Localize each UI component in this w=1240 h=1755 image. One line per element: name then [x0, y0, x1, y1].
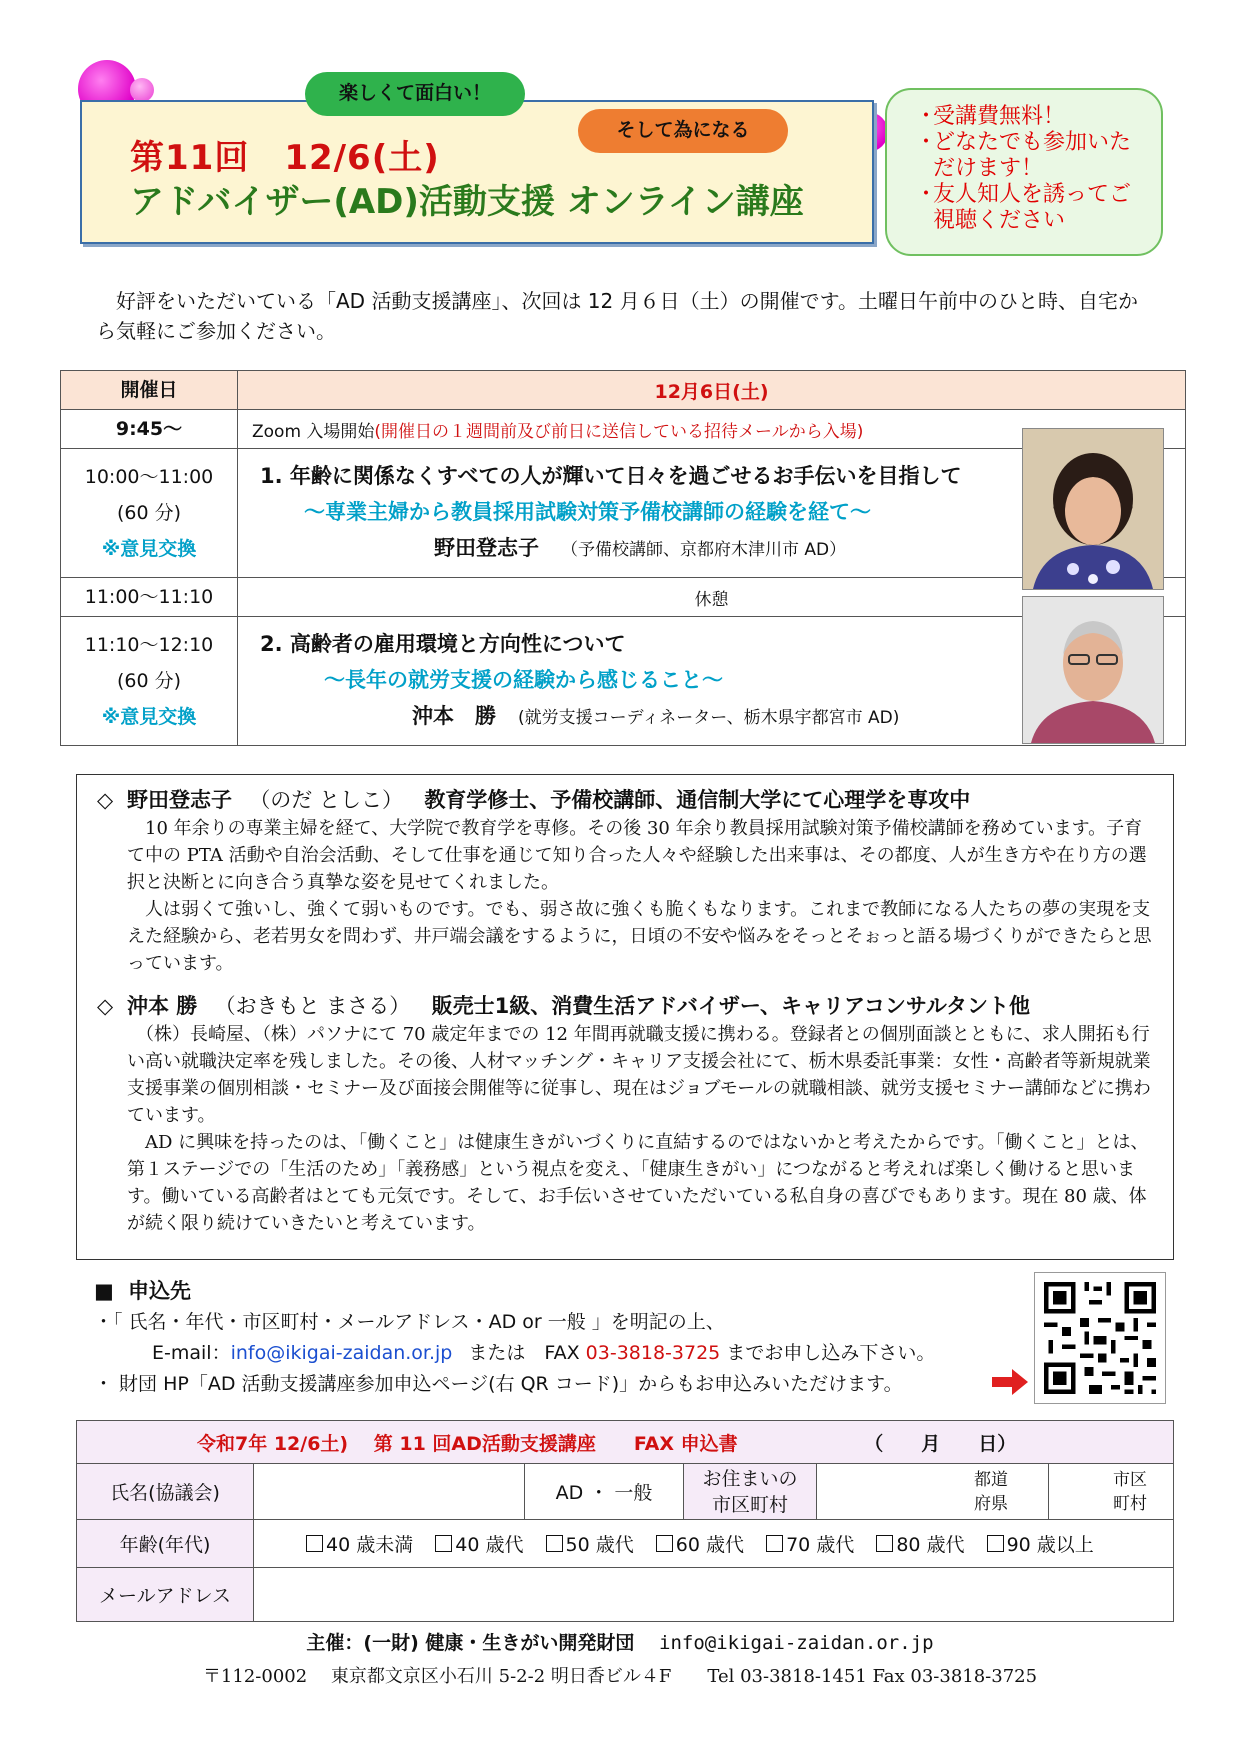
- footer-email[interactable]: info@ikigai-zaidan.or.jp: [659, 1632, 934, 1654]
- bio1-kana: （のだ としこ）: [249, 788, 403, 812]
- note-invite-2: 視聴ください: [933, 208, 1066, 233]
- talk1-duration: (60 分): [116, 502, 182, 524]
- checkbox-age-40s[interactable]: [435, 1535, 452, 1552]
- note-anyone-1: どなたでも参加いた: [933, 130, 1132, 155]
- talk2-time: 11:10～12:10: [84, 634, 214, 656]
- entry-time: 9:45～: [61, 410, 238, 449]
- talk2-title: 2. 高齢者の雇用環境と方向性について: [260, 632, 626, 656]
- form-age-options: 40 歳未満 40 歳代 50 歳代 60 歳代 70 歳代 80 歳代 90 歳以上: [254, 1520, 1174, 1568]
- talk2-exchange: ※意見交換: [101, 706, 197, 728]
- apply-web-note: ・ 財団 HP「AD 活動支援講座参加申込ページ(右 QR コード)」からもお申込みいただけます。: [94, 1373, 903, 1395]
- schedule-row-break: [61, 578, 1186, 617]
- form-name-label: 氏名(協議会): [77, 1464, 254, 1520]
- form-city-field[interactable]: 市区 町村: [1049, 1464, 1174, 1520]
- intro-text: 好評をいただいている「AD 活動支援講座」、次回は 12 月６日（土）の開催です。土曜日午前中のひと時、自宅から気軽にご参加ください。: [96, 289, 1139, 343]
- tagline-fun: 楽しくて面白い！: [305, 72, 525, 116]
- form-date-slot[interactable]: （ 月 日）: [864, 1432, 1017, 1455]
- note-bullet: ・: [915, 182, 938, 207]
- entry-zoom: Zoom 入場開始: [252, 421, 375, 442]
- tagline-useful: そして為になる: [578, 109, 788, 153]
- diamond-icon: ◇: [97, 788, 114, 812]
- apply-instructions: ・「 氏名・年代・市区町村・メールアドレス・AD or 一般 」を明記の上、: [94, 1311, 725, 1333]
- note-bullet: ・: [915, 130, 938, 155]
- schedule-row-talk1: [61, 449, 1186, 578]
- apply-or-fax: または FAX: [468, 1342, 580, 1364]
- notes-box: [885, 88, 1163, 256]
- talk2-subtitle: ～長年の就労支援の経験から感じること～: [324, 668, 723, 692]
- bio2-kana: （おきもと まさる）: [214, 994, 411, 1018]
- schedule-header-label: 開催日: [61, 371, 238, 410]
- apply-fax-tail: までお申し込み下さい。: [726, 1342, 936, 1364]
- note-free: 受講費無料！: [933, 104, 1066, 129]
- talk1-speaker: 野田登志子: [434, 536, 539, 560]
- note-anyone-2: だけます！: [933, 156, 1044, 181]
- talk2-speaker: 沖本 勝: [412, 704, 496, 728]
- schedule-row-talk2: [61, 617, 1186, 746]
- checkbox-age-50s[interactable]: [546, 1535, 563, 1552]
- form-age-label: 年齢(年代): [77, 1520, 254, 1568]
- bio1-text: 10 年余りの専業主婦を経て、大学院で教育学を専修。その後 30 年余り教員採用試験対策予備校講師を務めています。子育て中の PTA 活動や自治会活動、そして仕事を通じて知り合った人々や経験した出来事は、その都度、人が生き方や在り方の選択と決断とに向き合う真摯な姿を見せてくれました。 人は弱くて強いし、強くて弱いものです。でも、弱さ故に強くも脆くもなります。これまで教師になる人たちの夢の実現を支えた経験から、老若男女を問わず、井戸端会議をするように，日頃の不安や悩みをそっとそぉっと語る場づくりができたらと思っています。: [127, 818, 1152, 974]
- bio2-name: 沖本 勝: [127, 994, 198, 1018]
- apply-email-link[interactable]: info@ikigai-zaidan.or.jp: [230, 1342, 453, 1364]
- talk1-exchange: ※意見交換: [101, 538, 197, 560]
- arrow-right-icon: [992, 1369, 1028, 1395]
- form-email-label: メールアドレス: [77, 1568, 254, 1622]
- break-time: 11:00～11:10: [61, 578, 238, 617]
- event-number-date: 第11回 12/6(土): [130, 138, 440, 178]
- bio2-text: （株）長崎屋、（株）パソナにて 70 歳定年までの 12 年間再就職支援に携わる。登録者との個別面談とともに、求人開拓も行い高い就職決定率を残しました。その後、人材マッチング・キャリア支援会社にて、栃木県委託事業：女性・高齢者等新規就業支援事業の個別相談・セミナー及び面接会開催等に従事し、現在はジョブモールの就職相談、就労支援セミナー講師などに携わています。 AD に興味を持ったのは、「働くこと」は健康生きがいづくりに直結するのではないかと考えたからです。「働くこと」とは、第１ステージでの「生活のため」「義務感」という視点を変え、「健康生きがい」につながると考えれば楽しく働けると思います。働いている高齢者はとても元気です。そして、お手伝いさせていただいている私自身の喜びでもあります。現在 80 歳、体が続く限り続けていきたいと考えています。: [127, 1024, 1151, 1234]
- qr-code[interactable]: [1034, 1272, 1166, 1404]
- schedule-row-entry: [61, 410, 1186, 449]
- checkbox-age-60s[interactable]: [656, 1535, 673, 1552]
- apply-email-label: E-mail：: [152, 1342, 231, 1364]
- bio1-name: 野田登志子: [127, 788, 232, 812]
- application-info: [94, 1276, 1054, 1400]
- apply-heading: 申込先: [128, 1279, 191, 1303]
- speaker-bios: [76, 774, 1174, 1260]
- form-residence-label-2: 市区町村: [711, 1493, 788, 1516]
- talk1-title: 1. 年齢に関係なくすべての人が輝いて日々を過ごせるお手伝いを目指して: [260, 464, 962, 488]
- break-label: 休憩: [238, 578, 1186, 617]
- footer-org: 主催：(一財) 健康・生きがい開発財団: [306, 1632, 635, 1654]
- checkbox-age-90-plus[interactable]: [987, 1535, 1004, 1552]
- footer-organizer: [0, 1628, 1240, 1655]
- form-title: 令和7年 12/6土) 第 11 回AD活動支援講座 FAX 申込書: [197, 1432, 738, 1455]
- footer-address: 〒112-0002 東京都文京区小石川 5-2-2 明日香ビル４F Tel 03-3818-1451 Fax 03-3818-3725: [202, 1666, 1038, 1687]
- square-icon: ■: [94, 1279, 114, 1303]
- note-bullet: ・: [915, 104, 938, 129]
- checkbox-age-80s[interactable]: [876, 1535, 893, 1552]
- bio2-heading: [97, 991, 1155, 1021]
- checkbox-age-40-under[interactable]: [306, 1535, 323, 1552]
- checkbox-age-70s[interactable]: [766, 1535, 783, 1552]
- event-title: アドバイザー(AD)活動支援 オンライン講座: [130, 182, 804, 222]
- note-invite-1: 友人知人を誘ってご: [933, 182, 1132, 207]
- form-ad-choice[interactable]: AD ・ 一般: [525, 1464, 684, 1520]
- fax-application-form: [76, 1420, 1174, 1622]
- schedule-table: [60, 370, 1186, 746]
- bio1-heading: [97, 785, 1155, 815]
- talk1-time: 10:00～11:00: [84, 466, 214, 488]
- speaker1-photo: [1022, 428, 1164, 590]
- talk2-duration: (60 分): [116, 670, 182, 692]
- talk1-role: （予備校講師、京都府木津川市 AD）: [561, 540, 847, 560]
- decor-circle-small: [130, 78, 154, 102]
- diamond-icon: ◇: [97, 994, 114, 1018]
- form-email-field[interactable]: [254, 1568, 1174, 1622]
- bio2-quals: 販売士1級、消費生活アドバイザー、キャリアコンサルタント他: [431, 994, 1031, 1018]
- schedule-header-row: [61, 371, 1186, 410]
- apply-fax-number: 03-3818-3725: [585, 1342, 721, 1364]
- form-residence-label-1: お住まいの: [702, 1467, 798, 1490]
- speaker2-photo: [1022, 596, 1164, 744]
- talk2-role: (就労支援コーディネーター、栃木県宇都宮市 AD): [518, 708, 900, 728]
- form-prefecture-field[interactable]: 都道 府県: [817, 1464, 1049, 1520]
- form-name-field[interactable]: [254, 1464, 525, 1520]
- talk1-subtitle: ～専業主婦から教員採用試験対策予備校講師の経験を経て～: [304, 500, 871, 524]
- bio1-quals: 教育学修士、予備校講師、通信制大学にて心理学を専攻中: [424, 788, 971, 812]
- entry-note: (開催日の１週間前及び前日に送信している招待メールから入場): [374, 421, 864, 442]
- schedule-header-date: 12月6日(土): [238, 371, 1186, 410]
